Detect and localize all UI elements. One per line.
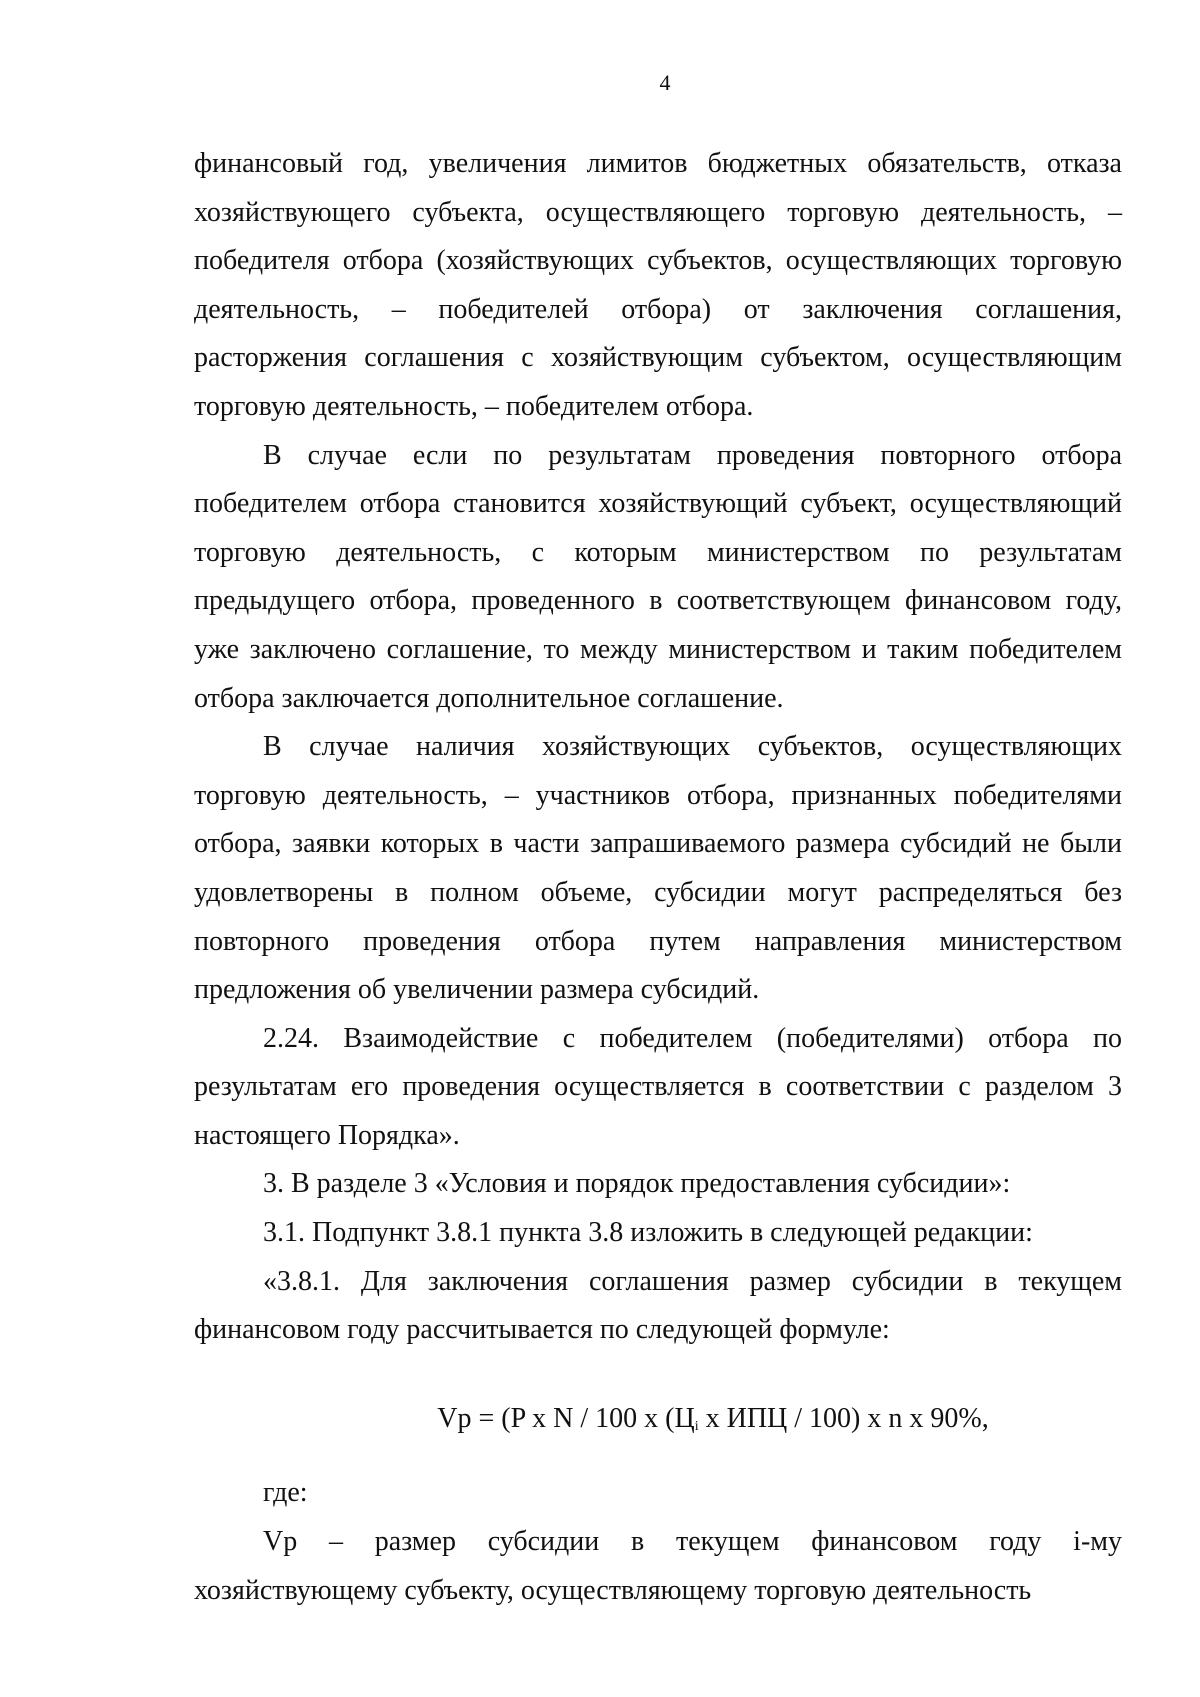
paragraph-continuation: финансовый год, увеличения лимитов бюджетных обязательств, отказа хозяйствующего субъекта, осуществляющего торговую деятельность, – победителя отбора (хозяйствующих субъектов, осуществляющих торговую деятельность, – победителей отбора) от заключения соглашения, расторжения соглашения с хозяйствующим субъектом, осуществляющим торговую деятельность, – победителем отбора. — [194, 148, 1122, 422]
paragraph-unsatisfied-applications: В случае наличия хозяйствующих субъектов, осуществляющих торговую деятельность, – участников отбора, признанных победителями отбора, заявки которых в части запрашиваемого размера субсидий не были удовлетворены в полном объеме, субсидии могут распределяться без повторного проведения отбора путем направления министерством предложения об увеличении размера субсидий. — [194, 731, 1122, 1006]
paragraph-3-8-1: «3.8.1. Для заключения соглашения размер субсидии в текущем финансовом году рассчитывается по следующей формуле: — [194, 1265, 1122, 1346]
paragraph-section-3: 3. В разделе 3 «Условия и порядок предоставления субсидии»: — [263, 1168, 1011, 1200]
paragraph-2-24: 2.24. Взаимодействие с победителем (победителями) отбора по результатам его проведения осуществляется в соответствии с разделом 3 настоящего Порядка». — [194, 1022, 1122, 1151]
where-label: где: — [263, 1477, 308, 1509]
definition-vp: Vp – размер субсидии в текущем финансовом году i-му хозяйствующему субъекту, осуществляющему торговую деятельность — [194, 1526, 1122, 1606]
document-body — [194, 140, 1122, 1615]
paragraph-repeat-selection: В случае если по результатам проведения повторного отбора победителем отбора становится хозяйствующий субъект, осуществляющий торговую деятельность, с которым министерством по результатам предыдущего отбора, проведенного в соответствующем финансовом году, уже заключено соглашение, то между министерством и таким победителем отбора заключается дополнительное соглашение. — [194, 439, 1122, 714]
formula-part-1: Vp = (P x N / 100 x (Ц — [437, 1402, 695, 1434]
subsidy-formula — [194, 1395, 1122, 1452]
formula-part-2: x ИПЦ / 100) x n x 90%, — [698, 1402, 989, 1434]
paragraph-3-1: 3.1. Подпункт 3.8.1 пункта 3.8 изложить в следующей редакции: — [263, 1217, 1033, 1249]
formula-subscript: i — [694, 1418, 699, 1434]
page-number: 4 — [659, 70, 671, 95]
